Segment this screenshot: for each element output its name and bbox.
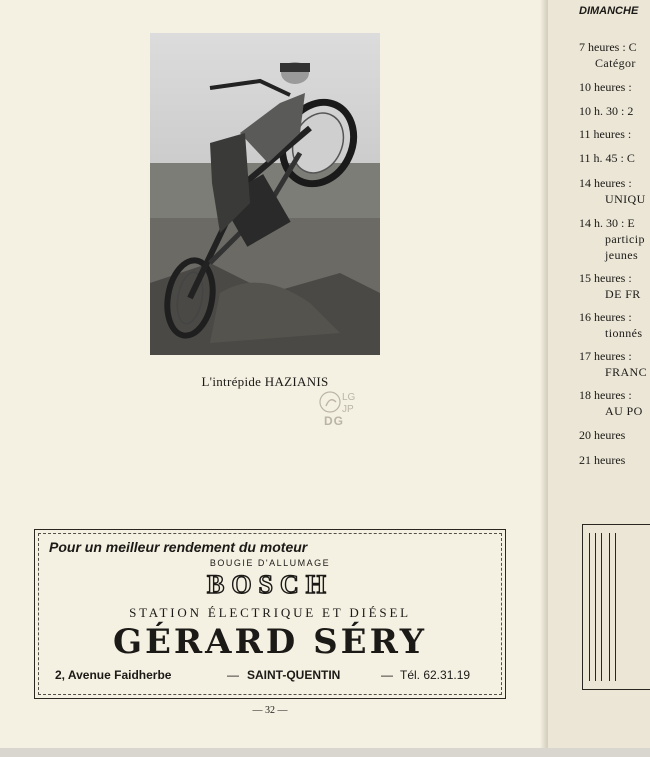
motorcycle-photo [150, 33, 380, 355]
stamp-bottom: DG [324, 414, 344, 428]
entry-time: 21 heures [579, 453, 626, 467]
ad-address: 2, Avenue Faidherbe [55, 668, 172, 682]
entry-cont: particip [605, 232, 645, 246]
ad-business-name: GÉRARD SÉRY [112, 622, 428, 662]
stamp-mid: JP [342, 404, 354, 415]
entry-time: 17 heures : [579, 349, 632, 363]
entry-cont: UNIQU [605, 192, 646, 206]
stamp-top: LG [342, 392, 356, 403]
entry-time: 16 heures : [579, 310, 632, 324]
ad-rule [595, 533, 596, 681]
ad-station-label: STATION ÉLECTRIQUE ET DIÉSEL [129, 605, 411, 620]
ad-rule [601, 533, 602, 681]
entry-cont: tionnés [605, 326, 643, 340]
ad-tagline: Pour un meilleur rendement du moteur [49, 539, 308, 555]
ad-brand: BOSCH [206, 570, 334, 599]
entry-cont: jeunes [605, 248, 639, 262]
ad-rule [609, 533, 610, 681]
ad-rule [589, 533, 590, 681]
scan-bottom-edge [0, 748, 650, 757]
entry-time: 15 heures : [579, 271, 632, 285]
entry-cont: FRANC [605, 365, 648, 379]
entry-time: 14 heures : [579, 176, 632, 190]
entry-time: 20 heures [579, 428, 626, 442]
ad-rule [615, 533, 616, 681]
photo-caption: L'intrépide HAZIANIS [201, 374, 329, 389]
entry-cont: Catégor [595, 56, 636, 70]
entry-time: 10 h. 30 : 2 [579, 104, 634, 118]
ad-city: SAINT-QUENTIN [247, 668, 341, 682]
ad-dash-1: — [227, 668, 239, 682]
advertisement-bosch [34, 529, 506, 699]
entry-time: 7 heures : C [579, 40, 637, 54]
entry-time: 14 h. 30 : E [579, 216, 635, 230]
right-page [548, 0, 650, 748]
entry-time: 18 heures : [579, 388, 632, 402]
ad-telephone: Tél. 62.31.19 [400, 668, 471, 682]
page-number: — 32 — [252, 705, 288, 716]
entry-cont: DE FR [605, 287, 641, 301]
ad-dash-2: — [381, 668, 393, 682]
entry-cont: AU PO [605, 404, 643, 418]
entry-time: 11 heures : [579, 127, 632, 141]
collector-stamp [316, 388, 364, 432]
ad-bougie-label: BOUGIE D'ALLUMAGE [209, 558, 331, 568]
day-title: DIMANCHE [579, 5, 639, 17]
entry-time: 11 h. 45 : C [579, 151, 635, 165]
right-advertisement [582, 524, 650, 690]
entry-time: 10 heures : [579, 80, 632, 94]
